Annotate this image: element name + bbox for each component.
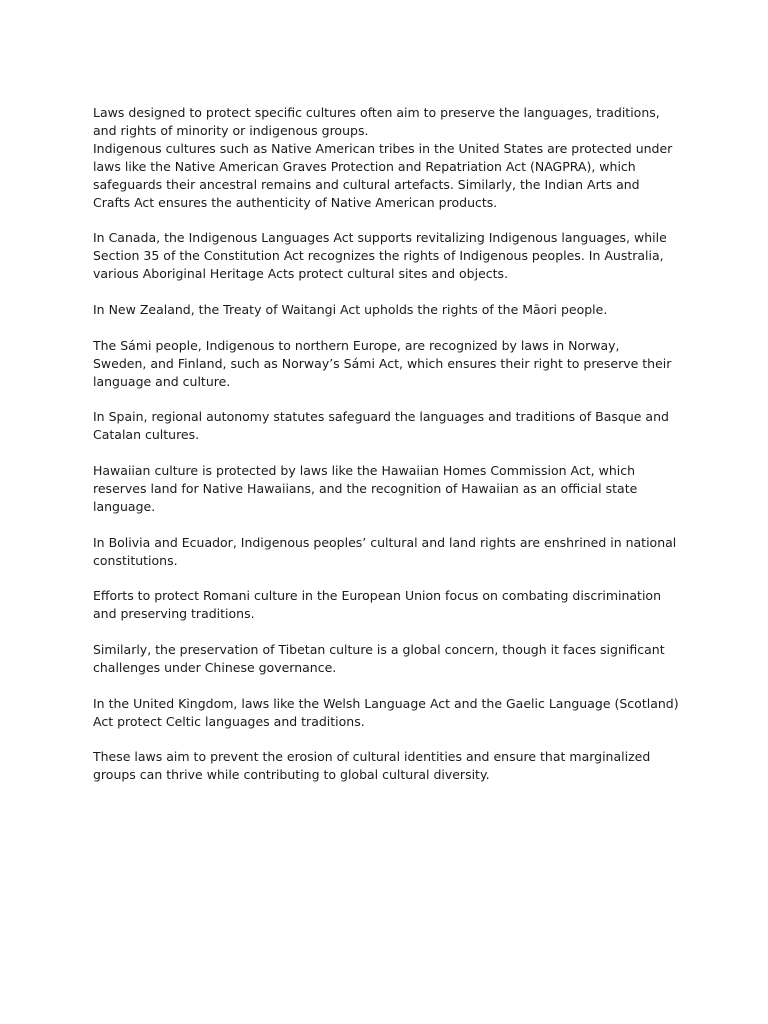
paragraph-hawaii	[93, 462, 683, 516]
paragraph-sami	[93, 337, 683, 391]
paragraph-conclusion	[93, 748, 683, 784]
paragraph-line: various Aboriginal Heritage Acts protect cultural sites and objects.	[93, 266, 509, 282]
paragraph-new-zealand	[93, 301, 683, 319]
paragraph-line: constitutions.	[93, 552, 178, 568]
paragraph-line: Indigenous cultures such as Native American tribes in the United States are protected under	[93, 140, 673, 156]
paragraph-line: Catalan cultures.	[93, 427, 200, 443]
paragraph-line: laws like the Native American Graves Protection and Repatriation Act (NAGPRA), which	[93, 158, 636, 174]
paragraph-line: Section 35 of the Constitution Act recognizes the rights of Indigenous peoples. In Australia,	[93, 248, 664, 264]
paragraph-line: Similarly, the preservation of Tibetan culture is a global concern, though it faces significant	[93, 642, 665, 658]
paragraph-bolivia-ecuador	[93, 534, 683, 570]
paragraph-line: language.	[93, 498, 156, 514]
paragraph-canada-australia	[93, 229, 683, 283]
paragraph-line: These laws aim to prevent the erosion of cultural identities and ensure that marginalized	[93, 749, 651, 765]
paragraph-line: In New Zealand, the Treaty of Waitangi Act upholds the rights of the Māori people.	[93, 301, 608, 317]
paragraph-romani	[93, 587, 683, 623]
paragraph-line: The Sámi people, Indigenous to northern Europe, are recognized by laws in Norway,	[93, 337, 620, 353]
paragraph-spain	[93, 408, 683, 444]
paragraph-line: Efforts to protect Romani culture in the European Union focus on combating discrimination	[93, 588, 661, 604]
paragraph-united-kingdom	[93, 695, 683, 731]
paragraph-line: safeguards their ancestral remains and cultural artefacts. Similarly, the Indian Arts and	[93, 176, 640, 192]
paragraph-line: Hawaiian culture is protected by laws like the Hawaiian Homes Commission Act, which	[93, 463, 636, 479]
paragraph-line: groups can thrive while contributing to global cultural diversity.	[93, 767, 490, 783]
paragraph-line: In Canada, the Indigenous Languages Act supports revitalizing Indigenous languages, while	[93, 230, 667, 246]
paragraph-intro	[93, 104, 683, 211]
paragraph-line: challenges under Chinese governance.	[93, 659, 337, 675]
paragraph-line: In Bolivia and Ecuador, Indigenous peoples’ cultural and land rights are enshrined in national	[93, 534, 677, 550]
paragraph-line: Act protect Celtic languages and traditions.	[93, 713, 365, 729]
paragraph-line: reserves land for Native Hawaiians, and the recognition of Hawaiian as an official state	[93, 480, 638, 496]
document-body	[93, 104, 683, 802]
paragraph-line: and rights of minority or indigenous groups.	[93, 122, 369, 138]
paragraph-line: language and culture.	[93, 373, 231, 389]
paragraph-line: Crafts Act ensures the authenticity of Native American products.	[93, 194, 498, 210]
paragraph-line: Sweden, and Finland, such as Norway’s Sámi Act, which ensures their right to preserve their	[93, 355, 672, 371]
paragraph-line: In Spain, regional autonomy statutes safeguard the languages and traditions of Basque and	[93, 409, 669, 425]
paragraph-line: and preserving traditions.	[93, 606, 255, 622]
paragraph-line: Laws designed to protect specific cultures often aim to preserve the languages, traditions,	[93, 105, 660, 120]
paragraph-tibet	[93, 641, 683, 677]
paragraph-line: In the United Kingdom, laws like the Welsh Language Act and the Gaelic Language (Scotland)	[93, 695, 679, 711]
